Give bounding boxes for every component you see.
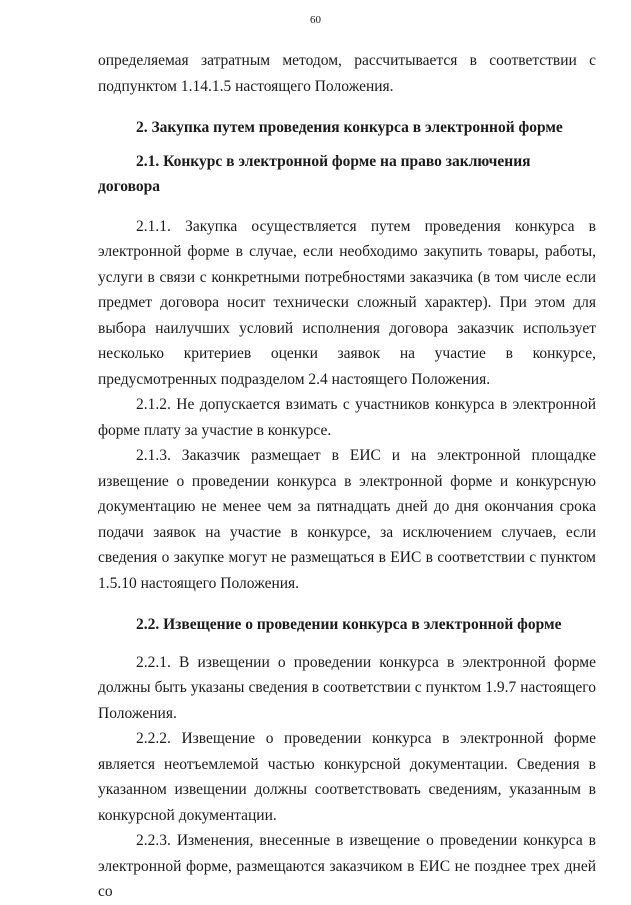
spacer (98, 99, 596, 115)
section-2-1-heading: 2.1. Конкурс в электронной форме на право заключения договора (98, 152, 531, 195)
paragraph-2-2-1: 2.2.1. В извещении о проведении конкурса в электронной форме должны быть указаны сведения в соответствии с пунктом 1.9.7 настоящего Положения. (98, 653, 596, 722)
spacer (98, 638, 596, 650)
paragraph-2-1-1: 2.1.1. Закупка осуществляется путем проведения конкурса в электронной форме в случае, если необходимо закупить товары, работы, услуги в связи с конкретными потребностями заказчика (в том числе если предмет договора носит технически сложный характер). При этом для выбора наилучших условий исполнения договора заказчик использует несколько критериев оценки заявок на участие в конкурсе, предусмотренных подразделом 2.4 настоящего Положения. (98, 217, 596, 388)
paragraph-2-1-2: 2.1.2. Не допускается взимать с участников конкурса в электронной форме плату за участие в конкурсе. (98, 396, 596, 439)
section-2-heading: 2. Закупка путем проведения конкурса в электронной форме (136, 119, 563, 136)
continuation-paragraph: определяемая затратным методом, рассчитывается в соответствии с подпунктом 1.14.1.5 настоящего Положения. (98, 52, 596, 95)
paragraph-2-2-2: 2.2.2. Извещение о проведении конкурса в электронной форме является неотъемлемой частью конкурсной документации. Сведения в указанном извещении должны соответствовать сведениям, указанным в конкурсной документации. (98, 730, 596, 824)
section-2-2-heading: 2.2. Извещение о проведении конкурса в электронной форме (136, 616, 562, 633)
page-number: 60 (310, 14, 321, 26)
paragraph-2-1-3: 2.1.3. Заказчик размещает в ЕИС и на электронной площадке извещение о проведении конкурса в электронной форме и конкурсную документацию не менее чем за пятнадцать дней до дня окончания срока подачи заявок на участие в конкурсе, за исключением случаев, если сведения о закупке могут не размещаться в ЕИС в соответствии с пунктом 1.5.10 настоящего Положения. (98, 447, 596, 592)
page-content (98, 48, 596, 905)
paragraph-2-2-3: 2.2.3. Изменения, внесенные в извещение о проведении конкурса в электронной форме, размещаются заказчиком в ЕИС не позднее трех дней со (98, 832, 596, 900)
spacer (98, 200, 596, 214)
spacer (98, 596, 596, 612)
spacer (98, 141, 596, 149)
